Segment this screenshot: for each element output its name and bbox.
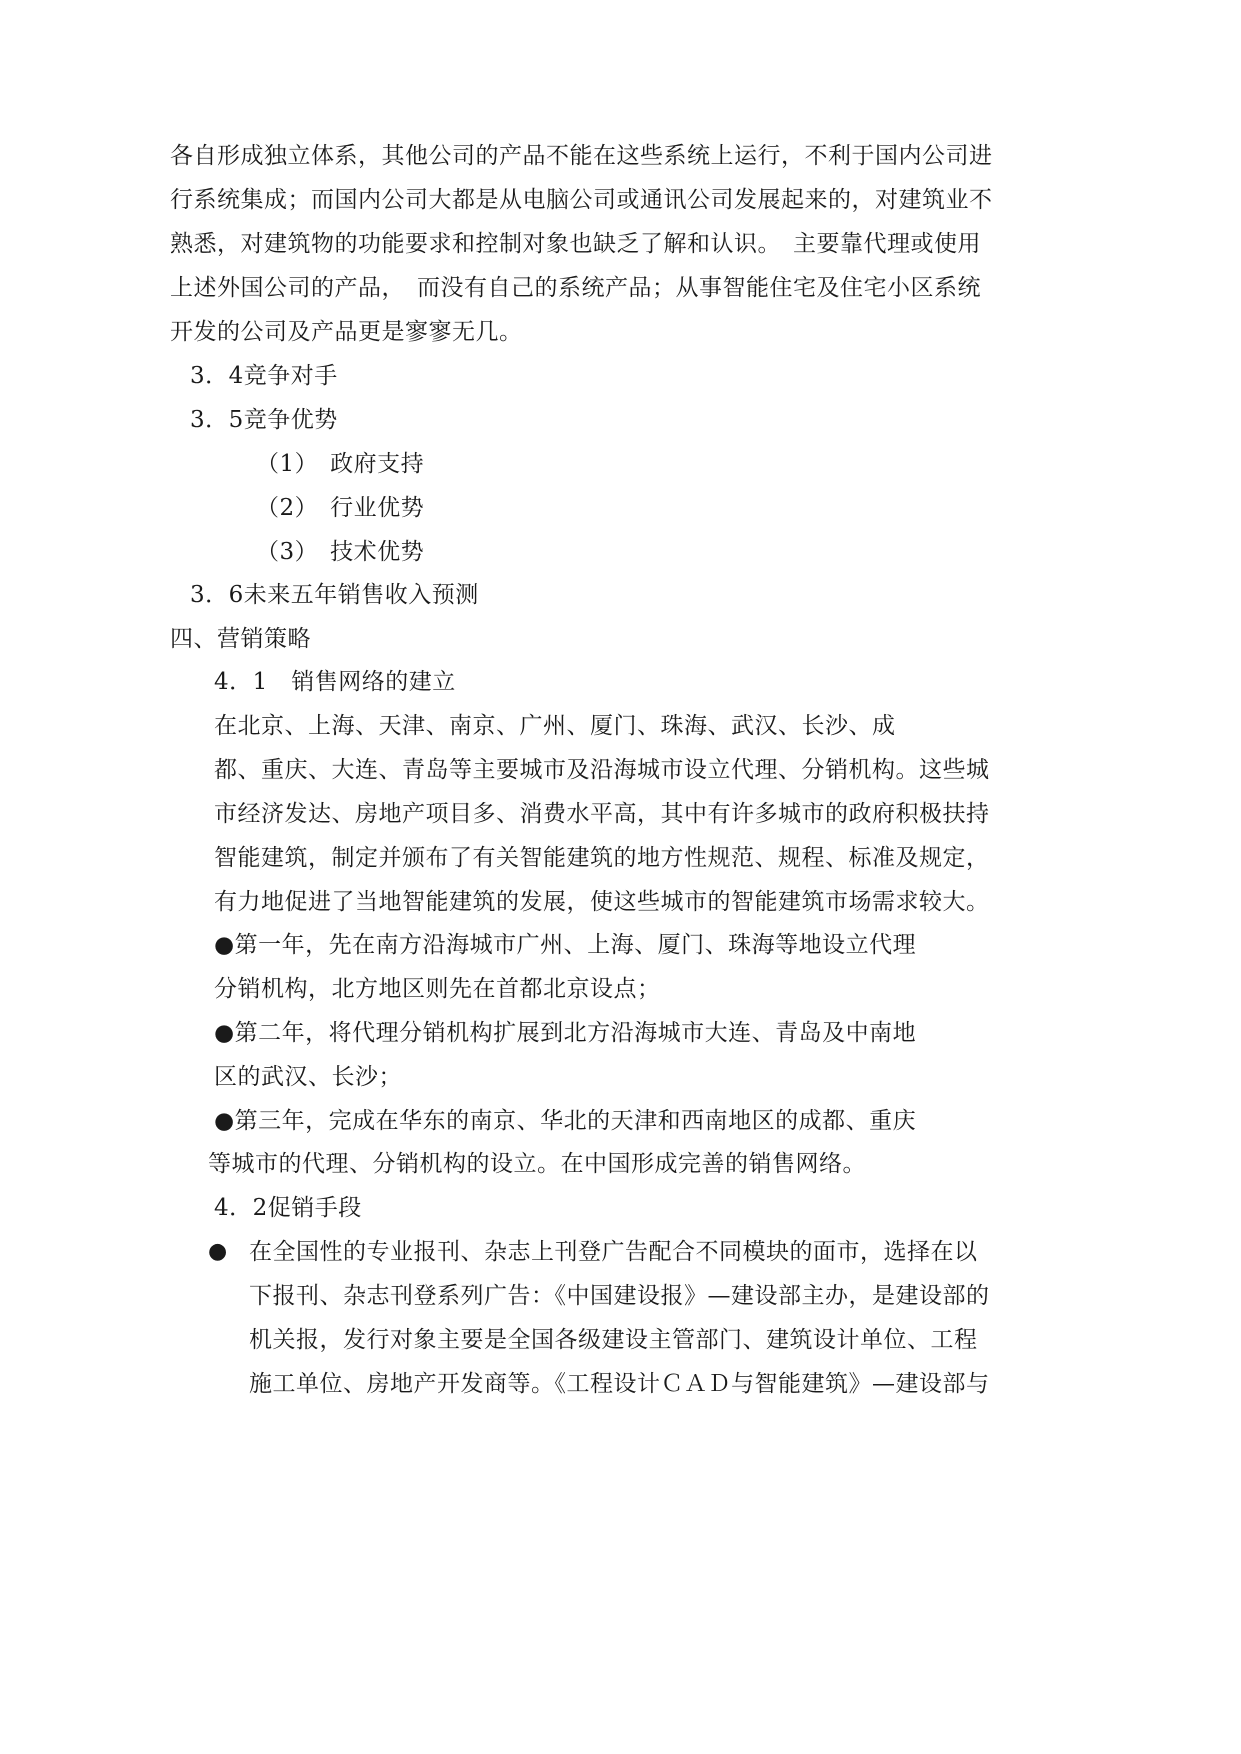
year-plan-3-line-2: 等城市的代理、分销机构的设立。在中国形成完善的销售网络。 [208,1151,866,1177]
year-plan-1-line-1: ●第一年，先在南方沿海城市广州、上海、厦门、珠海等地设立代理 [214,932,917,958]
intro-line-3: 熟悉，对建筑物的功能要求和控制对象也缺乏了解和认识。 主要靠代理或使用 [170,231,981,257]
intro-line-4: 上述外国公司的产品， 而没有自己的系统产品；从事智能住宅及住宅小区系统 [170,275,981,301]
year-plan-2-line-2: 区的武汉、长沙； [214,1064,402,1090]
promo-bullet-icon: ● [208,1239,228,1264]
heading-4-2: 4．2促销手段 [214,1195,362,1221]
network-line-3: 市经济发达、房地产项目多、消费水平高，其中有许多城市的政府积极扶持 [214,801,990,827]
intro-line-5: 开发的公司及产品更是寥寥无几。 [170,319,523,345]
network-line-1: 在北京、上海、天津、南京、广州、厦门、珠海、武汉、长沙、成 [214,713,896,739]
promo-line-2: 下报刊、杂志刊登系列广告：《中国建设报》—建设部主办，是建设部的 [249,1283,990,1309]
network-line-5: 有力地促进了当地智能建筑的发展，使这些城市的智能建筑市场需求较大。 [214,889,990,915]
promo-line-4: 施工单位、房地产开发商等。《工程设计ＣＡＤ与智能建筑》—建设部与 [249,1371,990,1397]
promo-line-3: 机关报，发行对象主要是全国各级建设主管部门、建筑设计单位、工程 [249,1327,978,1353]
network-line-2: 都、重庆、大连、青岛等主要城市及沿海城市设立代理、分销机构。这些城 [214,757,990,783]
intro-line-1: 各自形成独立体系，其他公司的产品不能在这些系统上运行，不利于国内公司进 [170,143,993,169]
advantage-item-3: （3） 技术优势 [256,539,425,565]
heading-3-4: 3．4竞争对手 [190,363,338,389]
advantage-item-1: （1） 政府支持 [256,451,425,477]
section-4-title: 四、营销策略 [170,626,311,652]
year-plan-1-line-2: 分销机构，北方地区则先在首都北京设点； [214,976,661,1002]
intro-line-2: 行系统集成；而国内公司大都是从电脑公司或通讯公司发展起来的，对建筑业不 [170,187,993,213]
advantage-item-2: （2） 行业优势 [256,495,425,521]
year-plan-3-line-1: ●第三年，完成在华东的南京、华北的天津和西南地区的成都、重庆 [214,1108,917,1134]
year-plan-2-line-1: ●第二年，将代理分销机构扩展到北方沿海城市大连、青岛及中南地 [214,1020,917,1046]
heading-3-6: 3．6未来五年销售收入预测 [190,582,479,608]
promo-line-1: 在全国性的专业报刊、杂志上刊登广告配合不同模块的面市，选择在以 [249,1239,978,1265]
network-line-4: 智能建筑，制定并颁布了有关智能建筑的地方性规范、规程、标准及规定， [214,845,990,871]
heading-4-1: 4．1 销售网络的建立 [214,669,456,695]
heading-3-5: 3．5竞争优势 [190,407,338,433]
